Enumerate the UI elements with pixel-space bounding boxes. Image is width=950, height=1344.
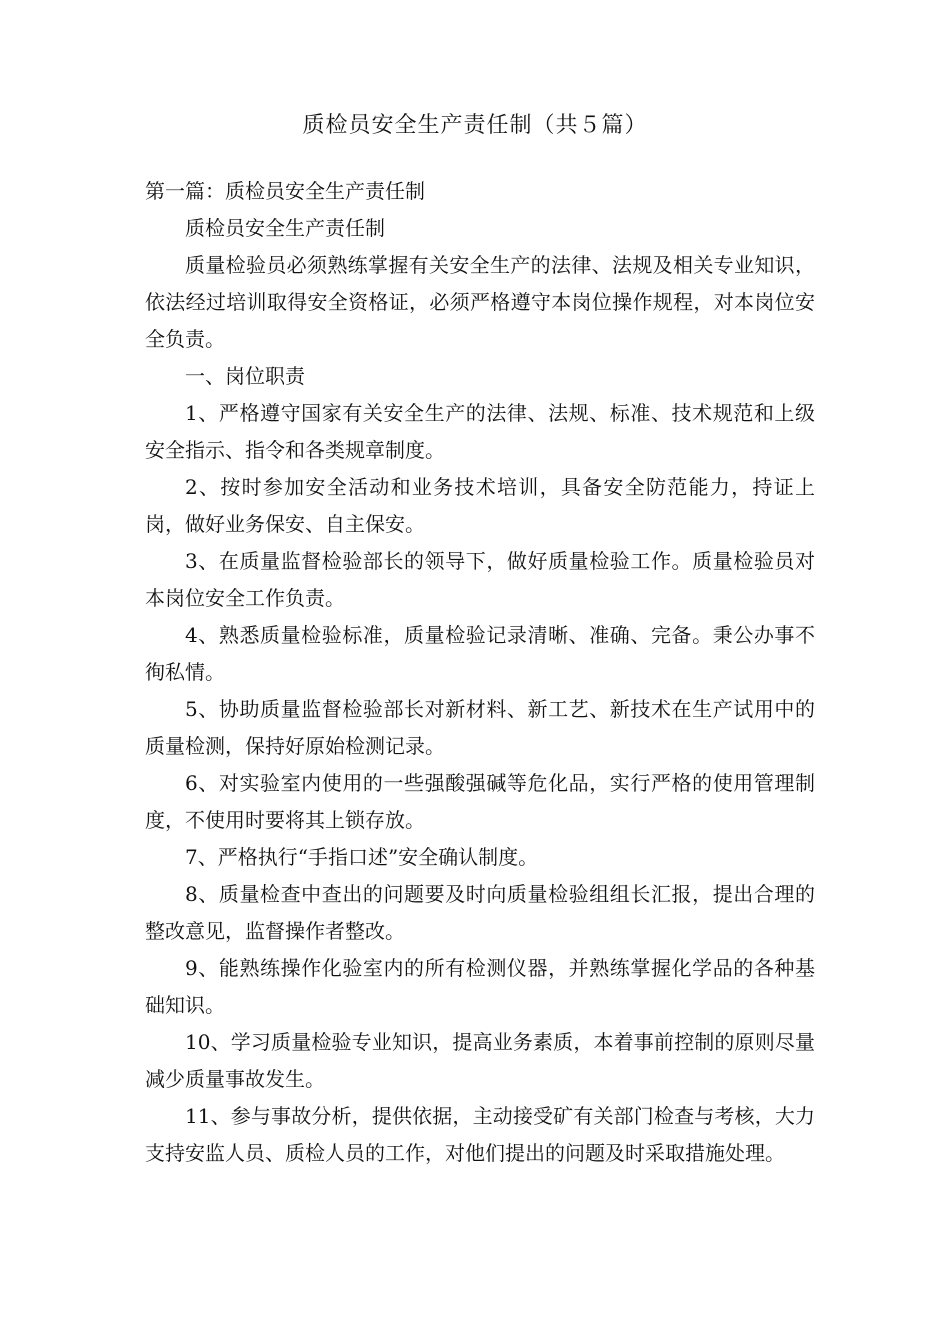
- document-title: 质检员安全生产责任制（共５篇）: [302, 113, 648, 138]
- duty-item: 6、对实验室内使用的一些强酸强碱等危化品，实行严格的使用管理制度，不使用时要将其上锁存放。: [145, 771, 815, 832]
- duty-item: 9、能熟练操作化验室内的所有检测仪器，并熟练掌握化学品的各种基础知识。: [145, 956, 815, 1017]
- duty-item: 4、熟悉质量检验标准，质量检验记录清晰、准确、完备。秉公办事不徇私情。: [145, 623, 815, 684]
- duty-item: 8、质量检查中查出的问题要及时向质量检验组组长汇报，提出合理的整改意见，监督操作者整改。: [145, 882, 815, 943]
- duty-item: 11、参与事故分析，提供依据，主动接受矿有关部门检查与考核，大力支持安监人员、质检人员的工作，对他们提出的问题及时采取措施处理。: [145, 1104, 815, 1165]
- duty-item: 10、学习质量检验专业知识，提高业务素质，本着事前控制的原则尽量减少质量事故发生。: [145, 1030, 815, 1091]
- duty-item: 1、严格遵守国家有关安全生产的法律、法规、标准、技术规范和上级安全指示、指令和各类规章制度。: [145, 401, 815, 462]
- section-subtitle: 质检员安全生产责任制: [185, 216, 385, 240]
- duty-item: 5、协助质量监督检验部长对新材料、新工艺、新技术在生产试用中的质量检测，保持好原始检测记录。: [145, 697, 815, 758]
- intro-paragraph: 质量检验员必须熟练掌握有关安全生产的法律、法规及相关专业知识，依法经过培训取得安全资格证，必须严格遵守本岗位操作规程，对本岗位安全负责。: [145, 253, 815, 351]
- chapter-heading: 第一篇：质检员安全生产责任制: [145, 179, 425, 203]
- duty-item: 3、在质量监督检验部长的领导下，做好质量检验工作。质量检验员对本岗位安全工作负责。: [145, 549, 815, 610]
- document-body: [145, 173, 815, 1172]
- section-heading: 一、岗位职责: [185, 364, 305, 388]
- duty-item: 2、按时参加安全活动和业务技术培训，具备安全防范能力，持证上岗，做好业务保安、自主保安。: [145, 475, 815, 536]
- duty-item: 7、严格执行“手指口述”安全确认制度。: [185, 845, 539, 869]
